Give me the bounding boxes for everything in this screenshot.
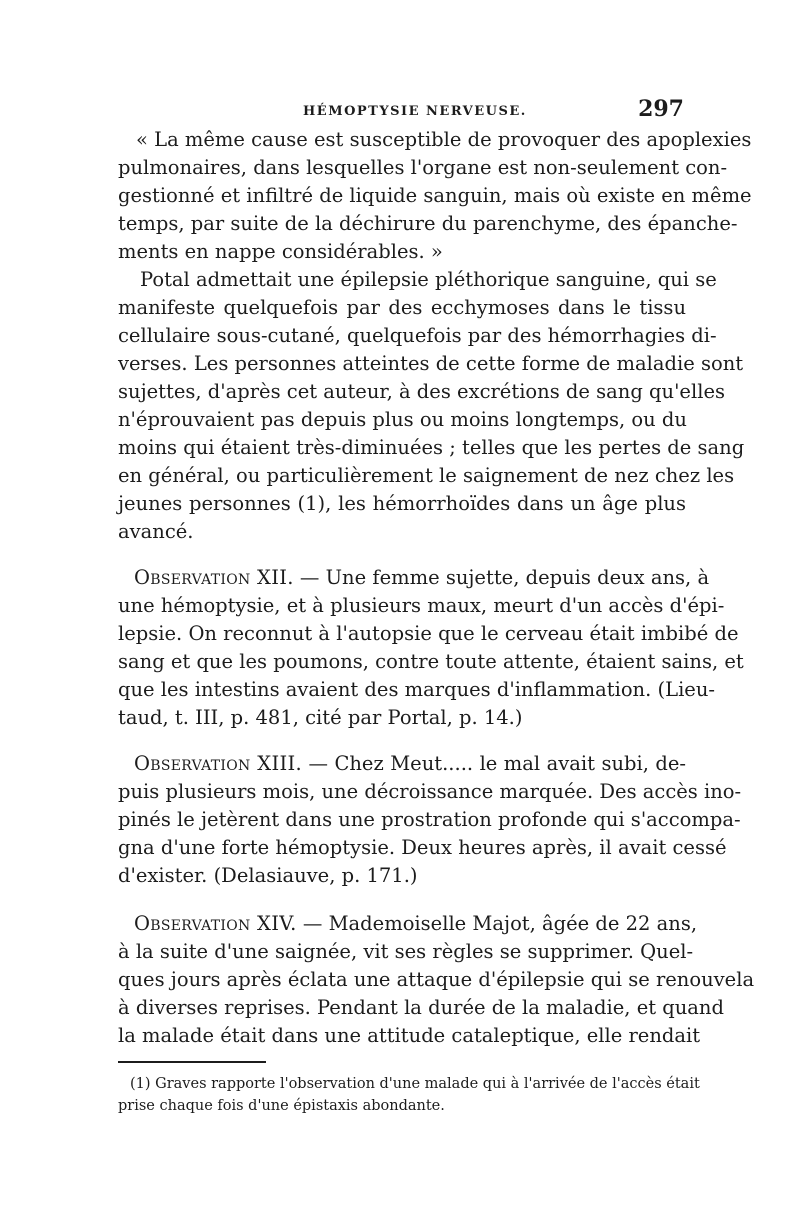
text-line: moins qui étaient très-diminuées ; telles que les pertes de sang [118, 436, 745, 459]
text-line: d'exister. (Delasiauve, p. 171.) [118, 864, 418, 887]
text-line: manifeste quelquefois par des ecchymoses dans le tissu [118, 296, 686, 319]
text-span: — Chez Meut..... le mal avait subi, de- [302, 752, 687, 775]
text-line: taud, t. III, p. 481, cité par Portal, p. 14.) [118, 706, 523, 729]
observation-label: Observation XIV. [134, 912, 297, 935]
text-line: avancé. [118, 520, 194, 543]
text-line: temps, par suite de la déchirure du parenchyme, des épanche- [118, 212, 738, 235]
footnote-line: (1) Graves rapporte l'observation d'une malade qui à l'arrivée de l'accès était [130, 1076, 700, 1092]
running-title: HÉMOPTYSIE NERVEUSE. [303, 104, 527, 119]
text-line: à diverses reprises. Pendant la durée de la maladie, et quand [118, 996, 724, 1019]
text-line: cellulaire sous-cutané, quelquefois par des hémorrhagies di- [118, 324, 717, 347]
footnote-line: prise chaque fois d'une épistaxis abondante. [118, 1098, 445, 1114]
observation-label: Observation XII. [134, 566, 294, 589]
observation-label: Observation XIII. [134, 752, 302, 775]
text-line: Potal admettait une épilepsie pléthorique sanguine, qui se [140, 268, 717, 291]
text-line: jeunes personnes (1), les hémorrhoïdes dans un âge plus [118, 492, 686, 515]
text-line: lepsie. On reconnut à l'autopsie que le cerveau était imbibé de [118, 622, 739, 645]
text-line: que les intestins avaient des marques d'inflammation. (Lieu- [118, 678, 715, 701]
text-line: ques jours après éclata une attaque d'épilepsie qui se renouvela [118, 968, 755, 991]
text-line: puis plusieurs mois, une décroissance marquée. Des accès ino- [118, 780, 742, 803]
text-line: pinés le jetèrent dans une prostration profonde qui s'accompa- [118, 808, 741, 831]
text-line: en général, ou particulièrement le saignement de nez chez les [118, 464, 735, 487]
text-line: à la suite d'une saignée, vit ses règles se supprimer. Quel- [118, 940, 694, 963]
observation-heading-line [118, 910, 698, 938]
text-line: ments en nappe considérables. » [118, 240, 443, 263]
text-line: gna d'une forte hémoptysie. Deux heures après, il avait cessé [118, 836, 727, 859]
text-line: n'éprouvaient pas depuis plus ou moins longtemps, ou du [118, 408, 687, 431]
observation-heading-line [118, 750, 686, 778]
text-line: verses. Les personnes atteintes de cette forme de maladie sont [118, 352, 744, 375]
text-line: sang et que les poumons, contre toute attente, étaient sains, et [118, 650, 744, 673]
text-line: pulmonaires, dans lesquelles l'organe est non-seulement con- [118, 156, 728, 179]
text-span: — Mademoiselle Majot, âgée de 22 ans, [296, 912, 698, 935]
footnote-rule [118, 1061, 266, 1063]
text-line: la malade était dans une attitude cataleptique, elle rendait [118, 1024, 701, 1047]
text-line: sujettes, d'après cet auteur, à des excrétions de sang qu'elles [118, 380, 725, 403]
running-header [118, 96, 684, 128]
observation-heading-line [118, 564, 710, 592]
text-line: gestionné et infiltré de liquide sanguin, mais où existe en même [118, 184, 752, 207]
text-line: une hémoptysie, et à plusieurs maux, meurt d'un accès d'épi- [118, 594, 725, 617]
page-number: 297 [638, 96, 684, 122]
text-line: « La même cause est susceptible de provoquer des apoplexies [136, 128, 752, 151]
text-span: — Une femme sujette, depuis deux ans, à [293, 566, 710, 589]
